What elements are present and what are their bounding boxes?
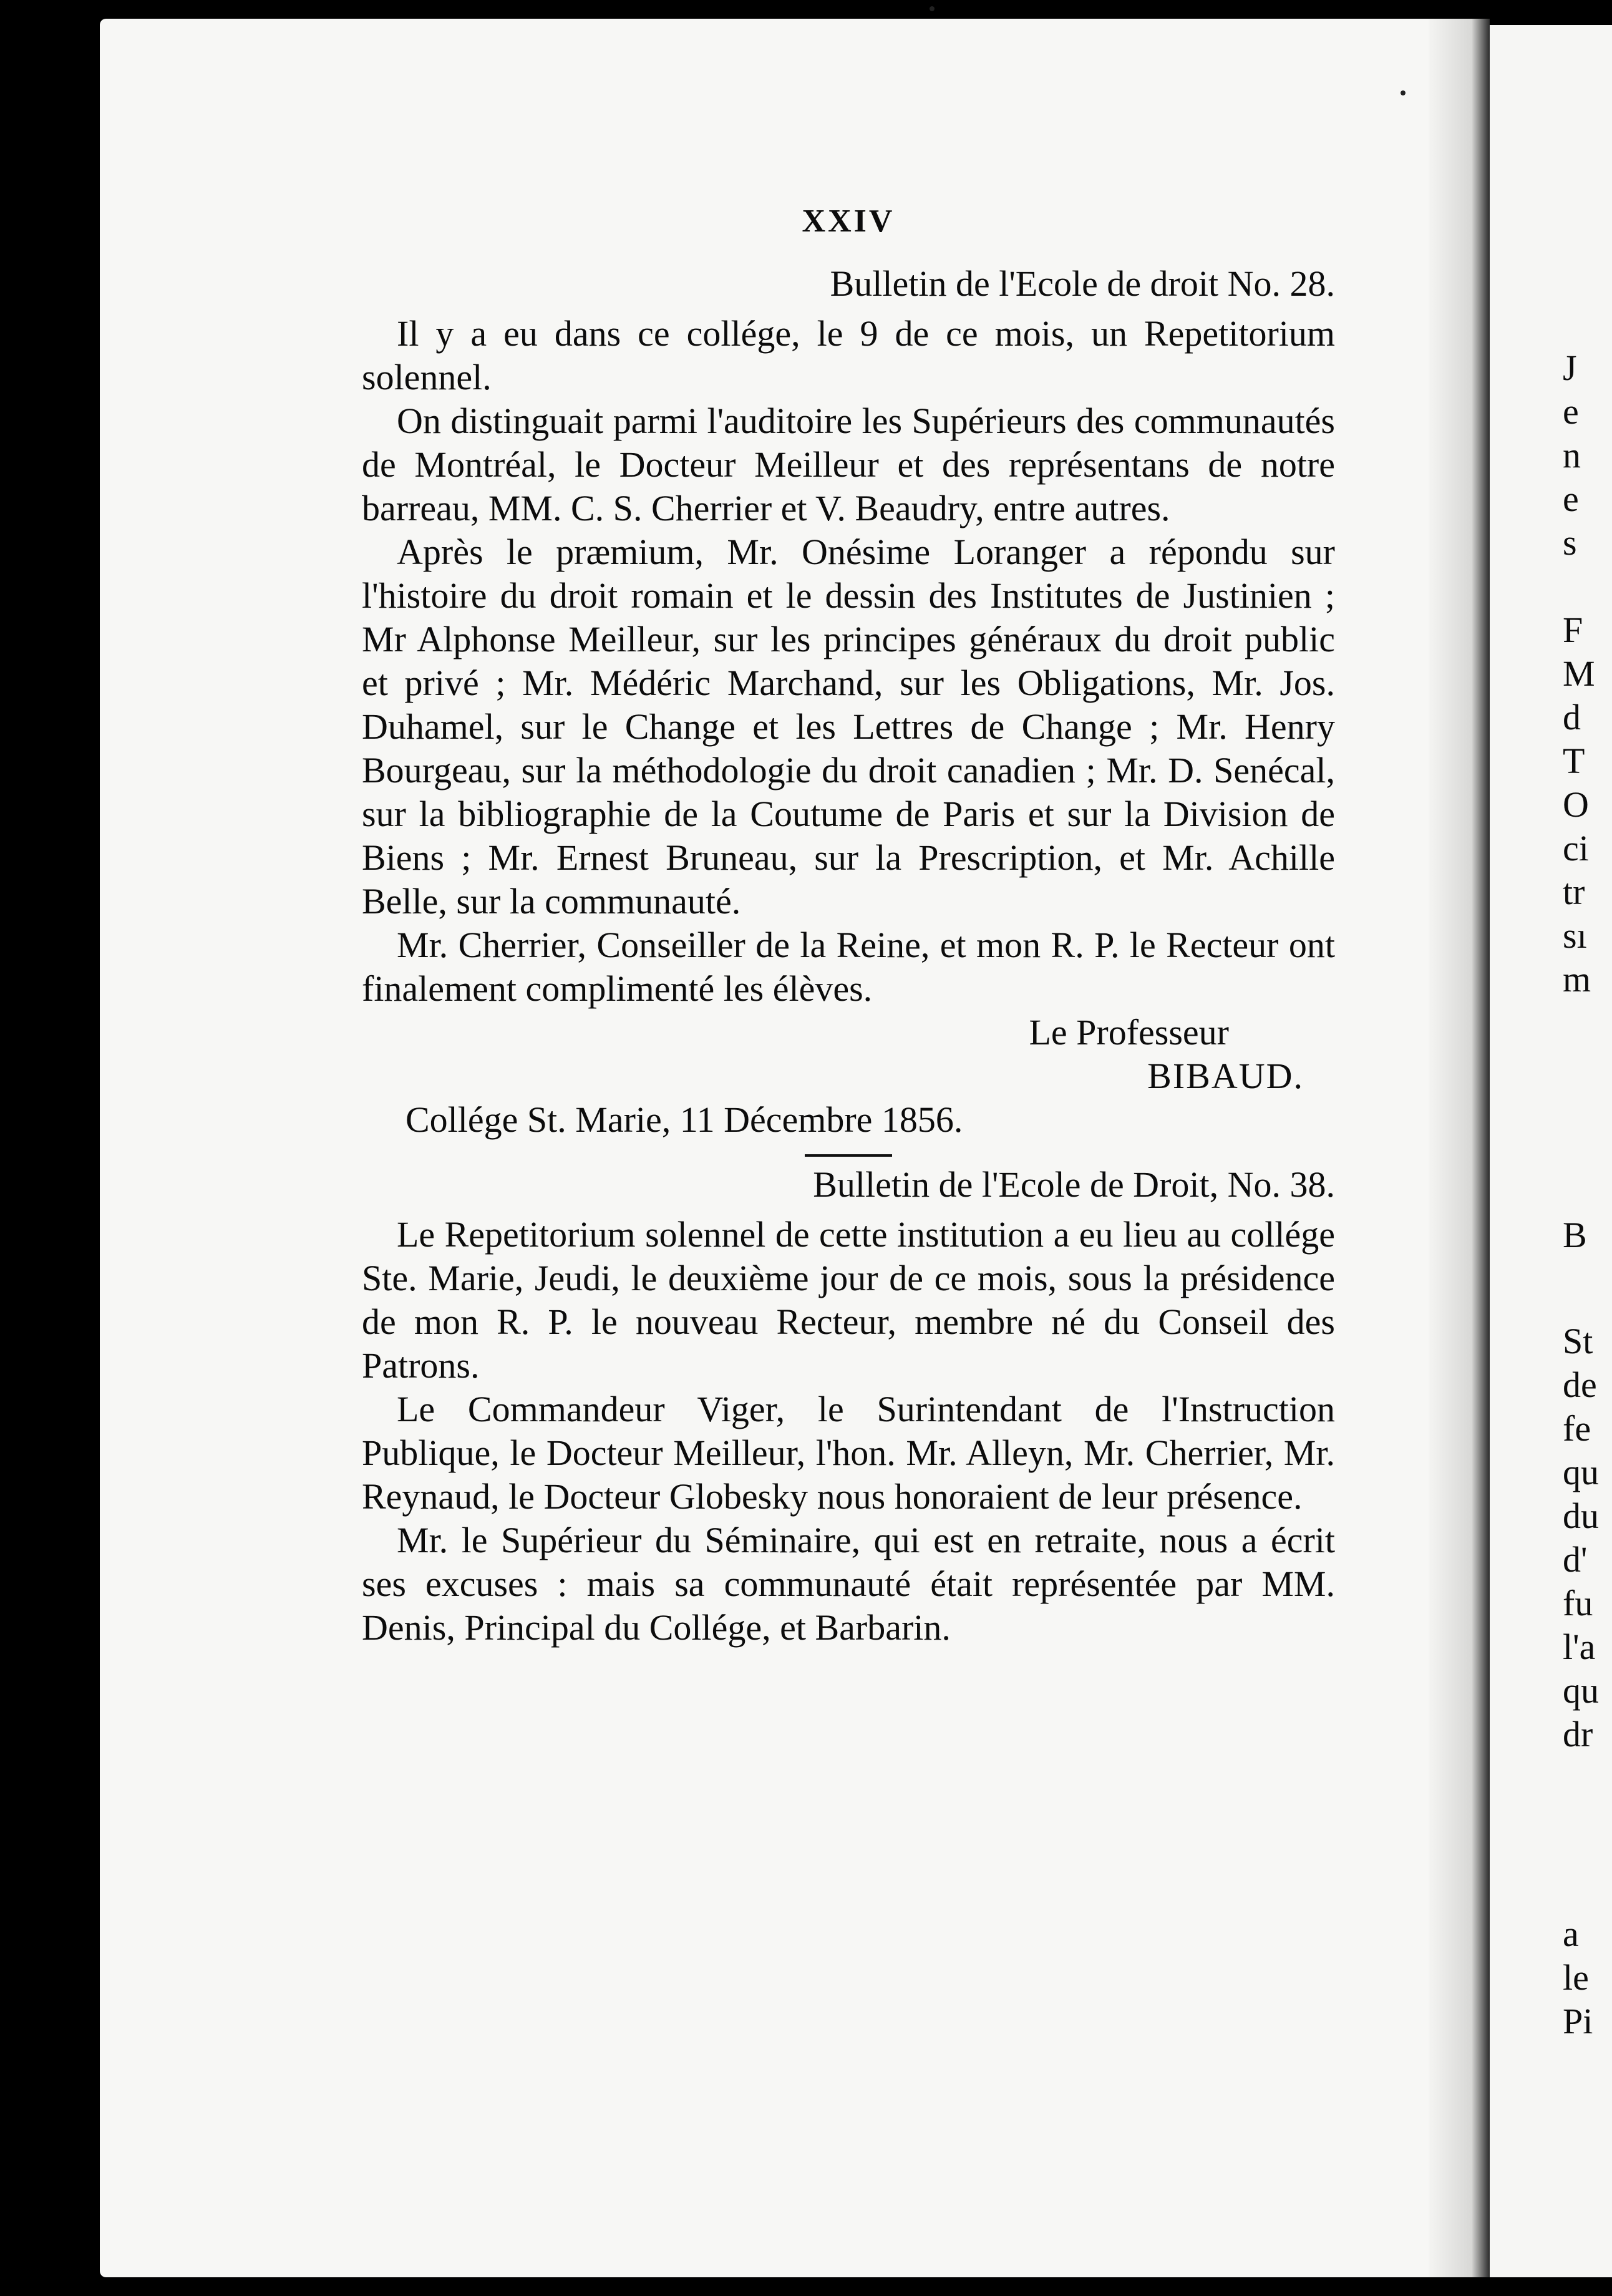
right-page-fragment: St [1563, 1321, 1593, 1361]
bulletin-28-paragraph: Après le præmium, Mr. Onésime Loranger a répondu sur l'histoire du droit romain et le dessin des Institutes de Justinien ; Mr Alphonse Meilleur, sur les principes généraux du droit public et privé ; Mr. Médéric Marchand, sur les Obligations, Mr. Jos. Duhamel, sur le Change et les Lettres de Change ; Mr. Henry Bourgeau, sur la méthodologie du droit canadien ; Mr. D. Senécal, sur la bibliographie de la Coutume de Paris et sur la Division de Biens ; Mr. Ernest Bruneau, sur la Prescription, et Mr. Achille Belle, sur la communauté. [362, 532, 1335, 922]
right-page-fragment: tr [1563, 872, 1585, 912]
page-fold-shadow [1429, 19, 1490, 2277]
right-page-fragment: n [1563, 435, 1581, 475]
right-page-fragment: F [1563, 610, 1583, 650]
bulletin-28-paragraph: Mr. Cherrier, Conseiller de la Reine, et mon R. P. le Recteur ont finalement complimenté les élèves. [362, 925, 1335, 1009]
right-page-fragment: s [1563, 522, 1577, 563]
bulletin-28-heading: Bulletin de l'Ecole de droit No. 28. [830, 263, 1335, 304]
right-page-fragment: l'a [1563, 1627, 1596, 1667]
bulletin-38-paragraph: Mr. le Supérieur du Séminaire, qui est en retraite, nous a écrit ses excuses : mais sa communauté était représentée par MM. Denis, Principal du Collége, et Barbarin. [362, 1520, 1335, 1648]
right-page-fragment: dr [1563, 1714, 1593, 1754]
folio: XXIV [802, 203, 895, 239]
bulletin-38-heading: Bulletin de l'Ecole de Droit, No. 38. [813, 1164, 1335, 1205]
section-divider [805, 1154, 892, 1157]
right-page-fragment: de [1563, 1364, 1597, 1405]
right-page-fragment: fu [1563, 1583, 1593, 1623]
right-page-fragment: e [1563, 479, 1579, 519]
right-page-fragment: B [1563, 1215, 1587, 1255]
right-page-fragment: ci [1563, 828, 1589, 868]
right-page-fragment: d' [1563, 1539, 1588, 1580]
bulletin-28-paragraph: Il y a eu dans ce collége, le 9 de ce mois, un Repetitorium solennel. [362, 313, 1335, 397]
right-page-fragment: d [1563, 697, 1581, 737]
right-page-fragment: fe [1563, 1408, 1591, 1449]
right-page-fragment: a [1563, 1914, 1579, 1954]
right-page-fragment: m [1563, 959, 1591, 1000]
right-page-fragment: sı [1563, 915, 1587, 956]
signature-title: Le Professeur [1029, 1012, 1229, 1053]
bulletin-28-paragraph: On distinguait parmi l'auditoire les Supérieurs des communautés de Montréal, le Docteur Meilleur et des représentans de notre barreau, MM. C. S. Cherrier et V. Beaudry, entre autres. [362, 401, 1335, 528]
right-page-fragment: O [1563, 784, 1589, 825]
right-page-fragment: du [1563, 1496, 1599, 1536]
right-page-fragment: Pi [1563, 2001, 1593, 2041]
right-page-fragment: M [1563, 653, 1595, 694]
right-page-fragment: T [1563, 741, 1585, 781]
page-text-block [362, 200, 1335, 1650]
signature-name: BIBAUD. [1147, 1056, 1304, 1096]
bulletin-38-paragraph: Le Repetitorium solennel de cette institution a eu lieu au collége Ste. Marie, Jeudi, le deuxième jour de ce mois, sous la présidence de mon R. P. le nouveau Recteur, membre né du Conseil des Patrons. [362, 1214, 1335, 1386]
right-page-fragment: qu [1563, 1452, 1599, 1492]
right-page-fragment: qu [1563, 1670, 1599, 1711]
ink-speck [930, 6, 935, 11]
right-page-fragment: J [1563, 348, 1577, 388]
right-page-fragment: e [1563, 391, 1579, 432]
bulletin-38-paragraph: Le Commandeur Viger, le Surintendant de l'Instruction Publique, le Docteur Meilleur, l'hon. Mr. Alleyn, Mr. Cherrier, Mr. Reynaud, le Docteur Globesky nous honoraient de leur présence. [362, 1389, 1335, 1517]
right-page-fragment: le [1563, 1957, 1589, 1998]
ink-speck [1401, 90, 1406, 95]
dateline: Collége St. Marie, 11 Décembre 1856. [405, 1099, 963, 1140]
